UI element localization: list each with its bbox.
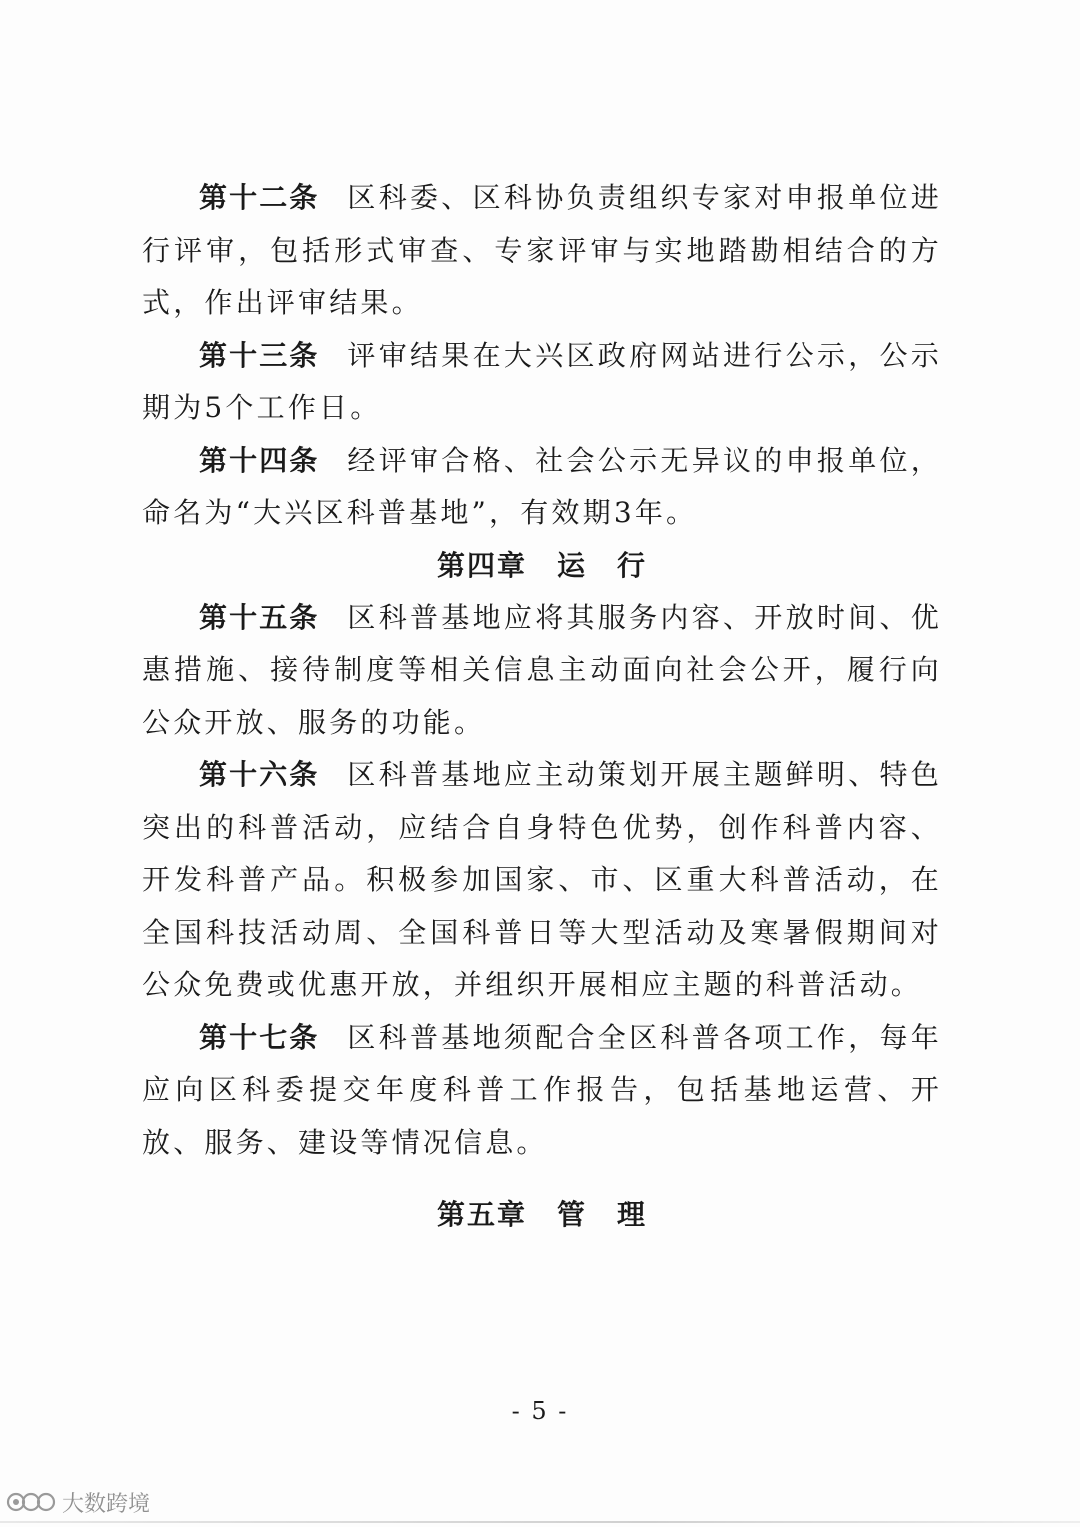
chapter-4-heading: [142, 540, 942, 592]
article-number: 第十七条: [199, 1020, 320, 1054]
article-number: 第十三条: [199, 338, 320, 372]
chapter-title: 运 行: [557, 548, 648, 582]
chapter-number: 第四章: [436, 548, 527, 582]
watermark: [6, 1487, 150, 1517]
article-text: 评审结果在大兴区政府网站进行公示，公示期为5个工作日。: [142, 338, 942, 424]
chapter-number: 第五章: [436, 1198, 527, 1231]
article-16: [142, 749, 942, 1012]
article-13: [142, 330, 942, 435]
article-text: 经评审合格、社会公示无异议的申报单位，命名为“大兴区科普基地”，有效期3年。: [142, 443, 942, 529]
article-number: 第十四条: [199, 443, 320, 477]
chapter-5-heading: [142, 1189, 942, 1241]
chapter-title: 管 理: [557, 1198, 648, 1231]
article-number: 第十五条: [199, 600, 320, 634]
watermark-text: 大数跨境: [62, 1491, 151, 1517]
page-number: - 5 -: [511, 1397, 569, 1425]
article-number: 第十六条: [199, 758, 320, 791]
article-text: 区科普基地须配合全区科普各项工作，每年应向区科委提交年度科普工作报告，包括基地运营、开放、服务、建设等情况信息。: [142, 1020, 942, 1159]
article-15: [142, 592, 942, 750]
article-12: [142, 172, 942, 330]
document-body: [142, 172, 942, 1241]
page-edge: [0, 1521, 1080, 1523]
article-text: 区科普基地应将其服务内容、开放时间、优惠措施、接待制度等相关信息主动面向社会公开，履行向公众开放、服务的功能。: [142, 600, 942, 739]
article-17: [142, 1012, 942, 1170]
logo-icon: [6, 1489, 56, 1515]
article-text: 区科委、区科协负责组织专家对申报单位进行评审，包括形式审查、专家评审与实地踏勘相结合的方式，作出评审结果。: [142, 181, 942, 319]
article-14: [142, 435, 942, 540]
article-text: 区科普基地应主动策划开展主题鲜明、特色突出的科普活动，应结合自身特色优势，创作科普内容、开发科普产品。积极参加国家、市、区重大科普活动，在全国科技活动周、全国科普日等大型活动及寒暑假期间对公众免费或优惠开放，并组织开展相应主题的科普活动。: [142, 758, 942, 1001]
article-number: 第十二条: [199, 181, 320, 214]
